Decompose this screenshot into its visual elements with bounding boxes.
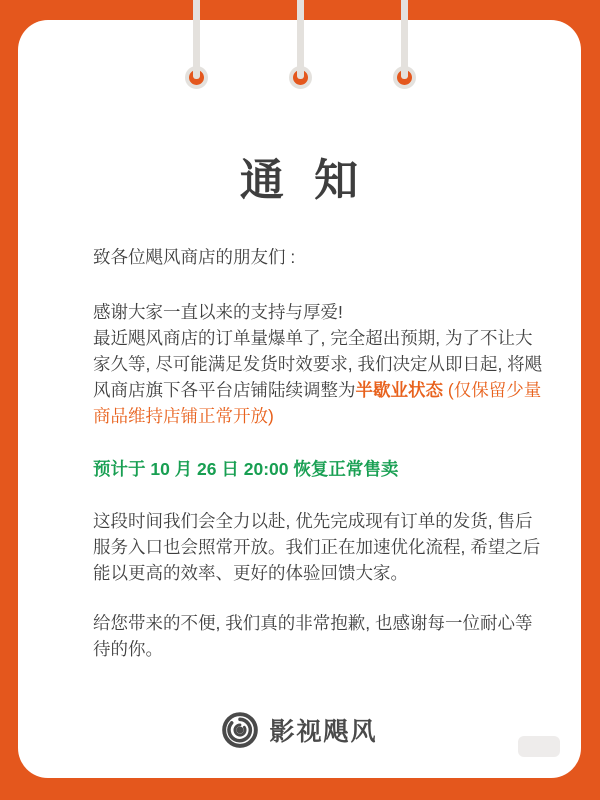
brand-name-text: 影视飓风 xyxy=(269,718,378,746)
main-paragraph xyxy=(93,299,545,429)
status-note-text: (仅保留少量商品维持店铺正常开放) xyxy=(93,380,542,426)
hanging-string xyxy=(401,0,408,79)
status-intro-text: 最近飓风商店的订单量爆单了, 完全超出预期, 为了不让大家久等, 尽可能满足发货时效要求, 我们决定从即日起, 将飓风商店旗下各平台店铺陆续调整为 xyxy=(93,328,543,400)
apology-paragraph: 给您带来的不便, 我们真的非常抱歉, 也感谢每一位耐心等待的你。 xyxy=(93,613,533,659)
notice-title: 通 知 xyxy=(239,156,360,205)
xiaohongshu-logo-watermark xyxy=(518,736,560,757)
effort-paragraph: 这段时间我们会全力以赴, 优先完成现有订单的发货, 售后服务入口也会照常开放。我们正在加速优化流程, 希望之后能以更高的效率、更好的体验回馈大家。 xyxy=(93,511,541,583)
hanging-string xyxy=(193,0,200,79)
xiaohongshu-id-watermark: 小红书号：MediaStore xyxy=(396,763,556,780)
status-change-text xyxy=(93,325,545,429)
brand-logo xyxy=(18,711,581,749)
thanks-line: 感谢大家一直以来的支持与厚爱! xyxy=(93,302,343,322)
status-highlight-text: 半歇业状态 xyxy=(355,380,443,400)
salutation-line: 致各位飓风商店的朋友们 : xyxy=(93,247,296,267)
hurricane-spiral-icon xyxy=(221,711,259,749)
hanging-string xyxy=(297,0,304,79)
resume-schedule-line: 预计于 10 月 26 日 20:00 恢复正常售卖 xyxy=(93,459,399,479)
notice-card xyxy=(18,20,581,778)
